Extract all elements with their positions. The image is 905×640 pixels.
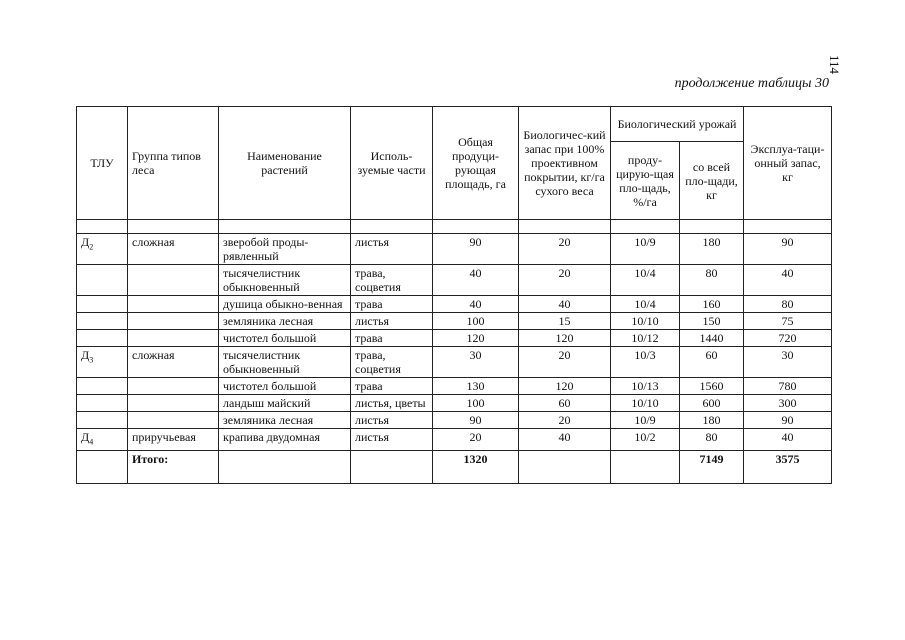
cell-plant: ландыш майский <box>219 395 351 412</box>
cell-pct: 10/2 <box>611 429 680 451</box>
cell-group <box>128 412 219 429</box>
header-yield-total: со всей пло-щади, кг <box>680 142 744 220</box>
table-row <box>77 412 832 429</box>
total-exploit: 3575 <box>744 451 832 484</box>
cell-parts: листья <box>351 412 433 429</box>
cell-total: 160 <box>680 296 744 313</box>
cell-parts: трава, соцветия <box>351 347 433 378</box>
cell-stock: 60 <box>519 395 611 412</box>
cell-exploit: 720 <box>744 330 832 347</box>
table-row <box>77 395 832 412</box>
header-bio-stock: Биологичес-кий запас при 100% проективном покрытии, кг/га сухого веса <box>519 107 611 220</box>
cell-stock: 120 <box>519 330 611 347</box>
cell-pct: 10/12 <box>611 330 680 347</box>
cell-plant: чистотел большой <box>219 330 351 347</box>
cell-tlu <box>77 378 128 395</box>
cell-plant: земляника лесная <box>219 412 351 429</box>
cell-parts: трава <box>351 378 433 395</box>
header-tlu: ТЛУ <box>77 107 128 220</box>
cell-parts: листья <box>351 313 433 330</box>
cell-area: 120 <box>433 330 519 347</box>
cell-tlu <box>77 265 128 296</box>
cell-pct: 10/10 <box>611 313 680 330</box>
cell-stock: 20 <box>519 412 611 429</box>
cell-stock: 40 <box>519 296 611 313</box>
cell-pct: 10/4 <box>611 296 680 313</box>
header-plant: Наименование растений <box>219 107 351 220</box>
cell-pct: 10/3 <box>611 347 680 378</box>
table-row <box>77 330 832 347</box>
header-group: Группа типов леса <box>128 107 219 220</box>
cell-area: 90 <box>433 234 519 265</box>
cell-exploit: 300 <box>744 395 832 412</box>
cell-stock: 15 <box>519 313 611 330</box>
cell-area: 40 <box>433 265 519 296</box>
cell-group <box>128 330 219 347</box>
cell-stock: 20 <box>519 265 611 296</box>
cell-parts: листья <box>351 234 433 265</box>
cell-exploit: 30 <box>744 347 832 378</box>
total-label: Итого: <box>128 451 219 484</box>
cell-pct: 10/13 <box>611 378 680 395</box>
table-row <box>77 429 832 451</box>
cell-parts: трава, соцветия <box>351 265 433 296</box>
cell-plant: зверобой проды-рявленный <box>219 234 351 265</box>
cell-plant: чистотел большой <box>219 378 351 395</box>
table-row <box>77 313 832 330</box>
table-row <box>77 378 832 395</box>
cell-stock: 20 <box>519 347 611 378</box>
cell-plant: земляника лесная <box>219 313 351 330</box>
cell-group <box>128 378 219 395</box>
header-exploit: Эксплуа-таци-онный запас, кг <box>744 107 832 220</box>
cell-total: 60 <box>680 347 744 378</box>
cell-area: 30 <box>433 347 519 378</box>
cell-exploit: 40 <box>744 429 832 451</box>
cell-group <box>128 265 219 296</box>
cell-total: 1560 <box>680 378 744 395</box>
cell-plant: крапива двудомная <box>219 429 351 451</box>
cell-total: 600 <box>680 395 744 412</box>
cell-group: сложная <box>128 234 219 265</box>
cell-tlu: $Д_4$ <box>77 429 128 451</box>
cell-total: 180 <box>680 412 744 429</box>
header-parts: Исполь-зуемые части <box>351 107 433 220</box>
cell-tlu <box>77 395 128 412</box>
cell-exploit: 90 <box>744 234 832 265</box>
total-yield: 7149 <box>680 451 744 484</box>
header-bio-yield: Биологический урожай <box>611 107 744 142</box>
total-area: 1320 <box>433 451 519 484</box>
cell-tlu <box>77 296 128 313</box>
cell-total: 80 <box>680 265 744 296</box>
cell-area: 40 <box>433 296 519 313</box>
cell-pct: 10/9 <box>611 412 680 429</box>
spacer-row <box>77 220 832 234</box>
cell-stock: 40 <box>519 429 611 451</box>
cell-area: 100 <box>433 395 519 412</box>
cell-total: 80 <box>680 429 744 451</box>
cell-tlu <box>77 412 128 429</box>
cell-exploit: 90 <box>744 412 832 429</box>
cell-group <box>128 296 219 313</box>
cell-pct: 10/9 <box>611 234 680 265</box>
table-row <box>77 296 832 313</box>
cell-stock: 20 <box>519 234 611 265</box>
cell-parts: трава <box>351 296 433 313</box>
cell-total: 150 <box>680 313 744 330</box>
cell-plant: тысячелистник обыкновенный <box>219 347 351 378</box>
header-yield-pct: проду-цирую-щая пло-щадь, %/га <box>611 142 680 220</box>
header-area: Общая продуци-рующая площадь, га <box>433 107 519 220</box>
cell-parts: листья <box>351 429 433 451</box>
cell-plant: душица обыкно-венная <box>219 296 351 313</box>
table-row <box>77 265 832 296</box>
cell-tlu <box>77 330 128 347</box>
cell-plant: тысячелистник обыкновенный <box>219 265 351 296</box>
data-table <box>76 106 832 484</box>
total-row <box>77 451 832 484</box>
table-row <box>77 234 832 265</box>
cell-pct: 10/10 <box>611 395 680 412</box>
cell-area: 20 <box>433 429 519 451</box>
table-row <box>77 347 832 378</box>
cell-exploit: 780 <box>744 378 832 395</box>
cell-exploit: 40 <box>744 265 832 296</box>
cell-area: 130 <box>433 378 519 395</box>
table-caption: продолжение таблицы 30 <box>674 76 829 91</box>
cell-tlu: $Д_2$ <box>77 234 128 265</box>
cell-pct: 10/4 <box>611 265 680 296</box>
cell-area: 100 <box>433 313 519 330</box>
cell-area: 90 <box>433 412 519 429</box>
cell-total: 180 <box>680 234 744 265</box>
cell-total: 1440 <box>680 330 744 347</box>
cell-tlu <box>77 313 128 330</box>
cell-parts: листья, цветы <box>351 395 433 412</box>
cell-exploit: 75 <box>744 313 832 330</box>
cell-stock: 120 <box>519 378 611 395</box>
cell-tlu: $Д_3$ <box>77 347 128 378</box>
cell-group: сложная <box>128 347 219 378</box>
page-number: 114 <box>827 55 842 75</box>
cell-parts: трава <box>351 330 433 347</box>
cell-group: приручьевая <box>128 429 219 451</box>
cell-group <box>128 395 219 412</box>
cell-exploit: 80 <box>744 296 832 313</box>
cell-group <box>128 313 219 330</box>
